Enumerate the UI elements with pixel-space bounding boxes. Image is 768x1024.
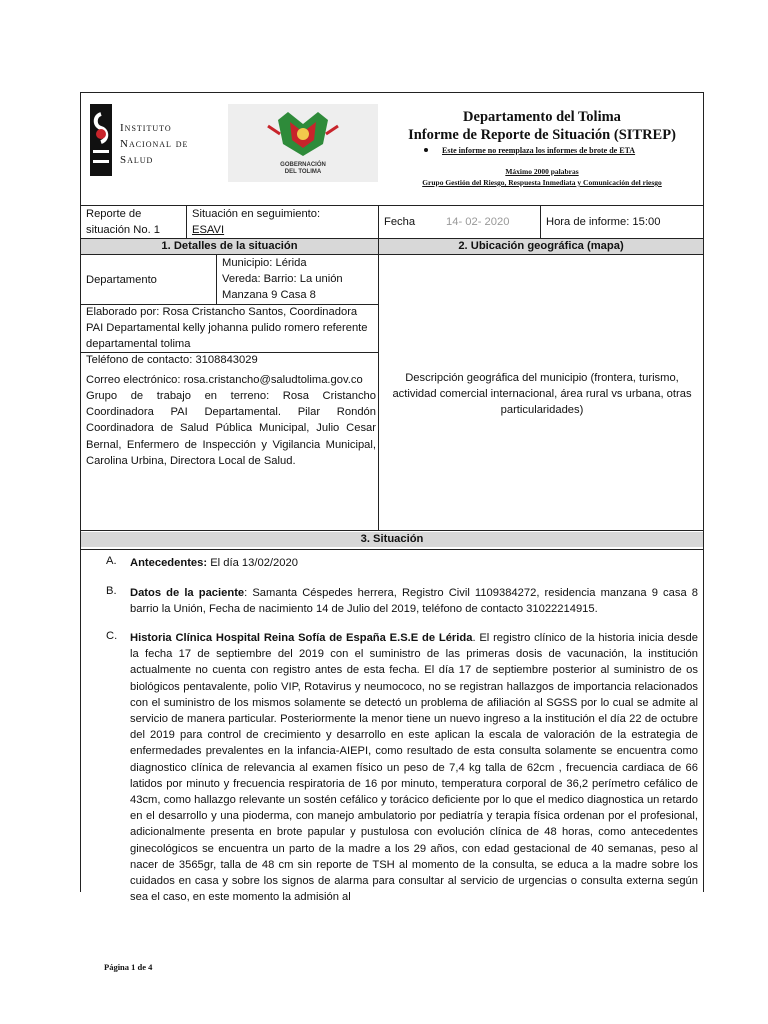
ins-emblem-icon [90, 104, 112, 176]
divider [540, 205, 541, 238]
group-line: Grupo Gestión del Riesgo, Respuesta Inmediata y Comunicación del riesgo [422, 178, 662, 187]
section-1-title: 1. Detalles de la situación [81, 239, 378, 254]
manzana: Manzana 9 Casa 8 [222, 289, 316, 302]
gov-logo-text-1: GOBERNACIÓN [280, 162, 326, 168]
item-c-letter: C. [106, 630, 118, 642]
followup-label: Situación en seguimiento: [192, 208, 321, 220]
divider [80, 530, 704, 531]
followup-value: ESAVI [192, 224, 225, 237]
section-2-title: 2. Ubicación geográfica (mapa) [379, 239, 703, 254]
report-number-label: Reporte de situación No. 1 [86, 208, 161, 237]
elaborado-por: Elaborado por: Rosa Cristancho Santos, Coordinadora PAI Departamental kelly johanna pulido romero referente departamental tolima [86, 306, 368, 351]
max-words: Máximo 2000 palabras [505, 167, 579, 176]
section-3-title: 3. Situación [81, 532, 703, 547]
vereda: Vereda: Barrio: La unión [222, 273, 343, 286]
divider [80, 254, 704, 255]
correo-electronico: Correo electrónico: rosa.cristancho@saludtolima.gov.co [86, 374, 363, 386]
bullet-icon [424, 148, 428, 152]
divider [186, 205, 187, 238]
institute-line-1: Instituto [120, 122, 172, 134]
item-b-body: Datos de la paciente: Samanta Céspedes herrera, Registro Civil 1109384272, residencia manzana 9 casa 8 barrio la Unión, Fecha de nacimiento 14 de Julio del 2019, teléfono de contacto 31022214915. [130, 587, 698, 616]
department-label: Departamento [86, 274, 157, 286]
telefono-contacto: Teléfono de contacto: 3108843029 [86, 354, 258, 366]
divider [216, 254, 217, 304]
item-a-body: Antecedentes: El día 13/02/2020 [130, 557, 298, 569]
gov-logo-text-2: DEL TOLIMA [284, 169, 322, 175]
date-label: Fecha [384, 216, 416, 228]
ins-logo [90, 104, 190, 176]
item-b-letter: B. [106, 585, 117, 597]
title-department: Departamento del Tolima [463, 109, 621, 125]
item-c-body: Historia Clínica Hospital Reina Sofía de España E.S.E de Lérida. El registro clínico de la historia inicia desde la fecha 17 de septiembre del 2019 con el suministro de las primeras dosis de vacunación, la institución actualmente no cuenta con registro antes de esta fecha. El día 17 de septiembre posterior al suministro de os biológicos pentavalente, polio VIP, Rotavirus y neumococo, no se registran hallazgos de importancia relacionados con el suministro de los mismos solamente se detectó un problema de afiliación al SGSS por lo cual se admite al servicio de manera particular. Posteriormente la menor tiene un nuevo ingreso a la institución el día 22 de octubre del 2019 para control de crecimiento y desarrollo en este aplican la escala de valoración de la estrategia de enfermedades prevalentes en la infancia-AIEPI, como resultado de esta consulta solamente se encuentra como diagnostico clínica de relevancia al examen físico un peso de 7,4 kg talla de 62cm , frecuencia cardiaca de 66 latidos por minuto y frecuencia respiratoria de 16 por minuto, temperatura corporal de 36,2 perímetro cefálico de 43cm, como hallazgo relevante un sostén cefálico y torácico deficiente por lo que el medico diagnostica un retardo en el desarrollo y una pioderma, con manejo ambulatorio por pediatría y terapia física ordenan por el profesional, adicionalmente presenta en brote papular y pustulosa con evolución clínica de 48 horas, como antecedentes ginecológicos se encuentra un parto de la madre a los 29 años, con edad gestacional de 40 semanas, peso al nacer de 3565gr, talla de 48 cm sin reporte de TSH al momento de la consulta, se educa a la madre sobre los cuidados en casa y sobre los signos de alarma para consultar al servicio de urgencias o consulta externa según sea el caso, en este momento la admisión al [130, 632, 698, 904]
divider [80, 549, 704, 550]
tolima-shield-icon [228, 104, 378, 164]
institute-line-3: Salud [120, 154, 154, 166]
bullet-note: Este informe no reemplaza los informes de brote de ETA [420, 146, 710, 155]
geo-description: Descripción geográfica del municipio (frontera, turismo, actividad comercial internacional, área rural vs urbana, otras particularidades) [392, 372, 692, 417]
municipio: Municipio: Lérida [222, 257, 307, 269]
item-a-letter: A. [106, 555, 117, 567]
date-value: 14- 02- 2020 [446, 216, 510, 228]
institute-line-2: Nacional de [120, 138, 189, 150]
hour-label: Hora de informe: 15:00 [546, 216, 661, 228]
page-number: Página 1 de 4 [104, 962, 153, 972]
gobernacion-logo [228, 104, 378, 182]
title-report: Informe de Reporte de Situación (SITREP) [408, 127, 676, 143]
grupo-trabajo: Grupo de trabajo en terreno: Rosa Cristancho Coordinadora PAI Departamental. Pilar Rondón Coordinadora de Salud Pública Municipal, Julio Cesar Bernal, Enfermero de Inspección y Vigilancia Municipal, Carolina Urbina, Directora Local de Salud. [86, 390, 376, 467]
